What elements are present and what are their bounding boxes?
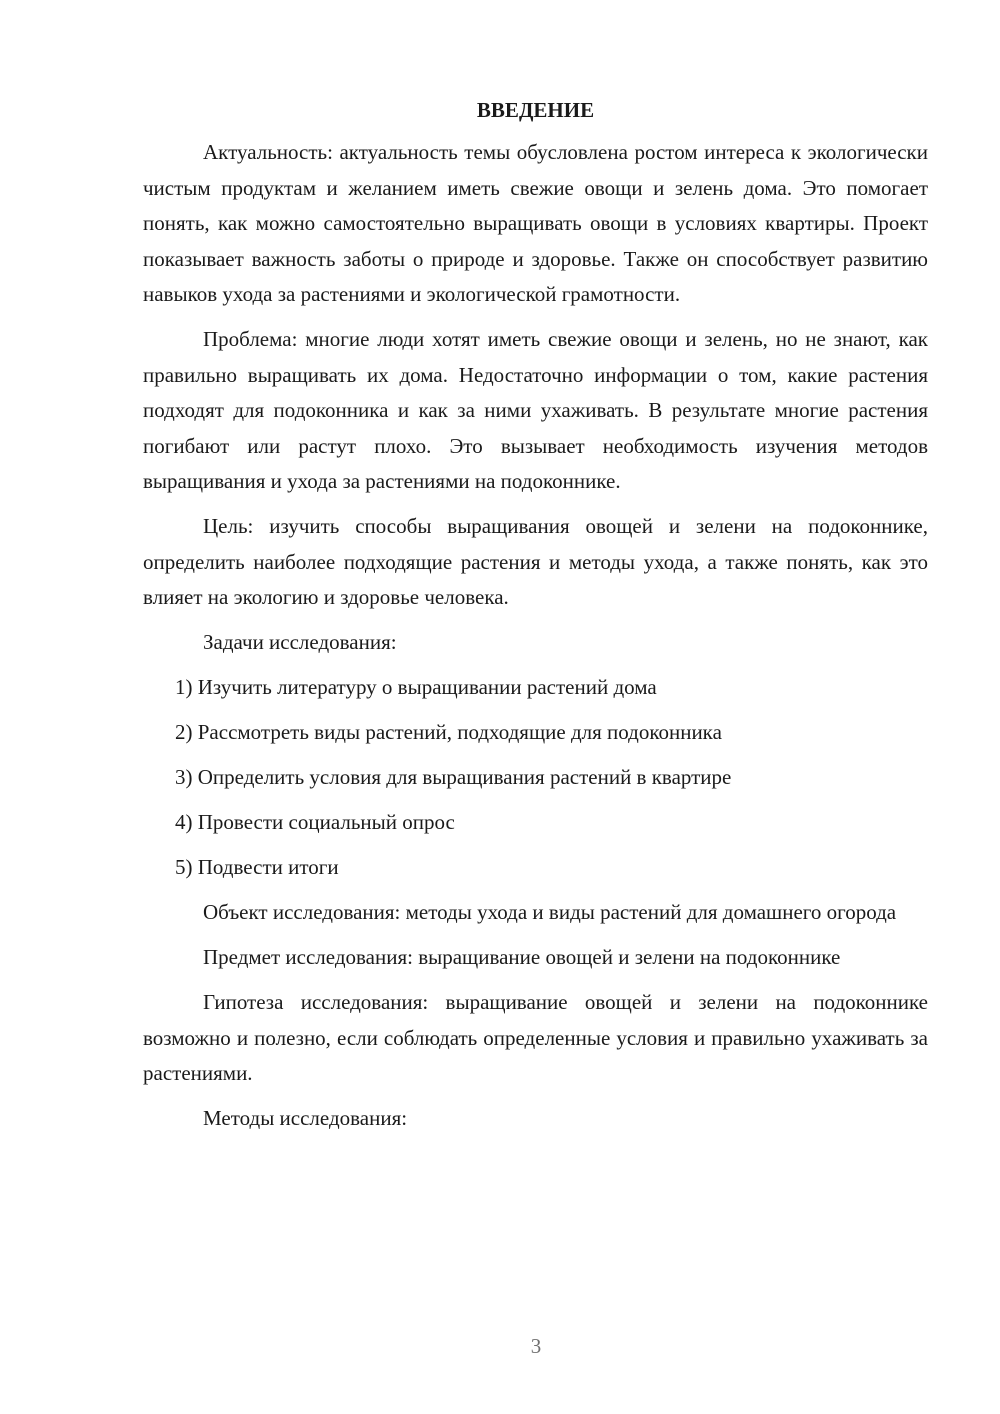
page-title: ВВЕДЕНИЕ <box>476 98 595 122</box>
tasks-heading: Задачи исследования: <box>203 630 397 654</box>
paragraph-problem: Проблема: многие люди хотят иметь свежие овощи и зелень, но не знают, как правильно выращивать их дома. Недостаточно информации о том, какие растения подходят для подоконника и как за ними ухаживать. В результате многие растения погибают или растут плохо. Это вызывает необходимость изучения методов выращивания и ухода за растениями на подоконнике. <box>143 327 928 493</box>
paragraph-hypothesis: Гипотеза исследования: выращивание овощей и зелени на подоконнике возможно и полезно, если соблюдать определенные условия и правильно ухаживать за растениями. <box>143 990 928 1085</box>
paragraph-object: Объект исследования: методы ухода и виды растений для домашнего огорода <box>203 900 897 924</box>
page-number: 3 <box>530 1334 542 1358</box>
list-item: 2) Рассмотреть виды растений, подходящие для подоконника <box>175 720 722 744</box>
page-content <box>143 94 928 1146</box>
list-item: 5) Подвести итоги <box>175 855 339 879</box>
paragraph-subject: Предмет исследования: выращивание овощей и зелени на подоконнике <box>203 945 841 969</box>
list-item: 4) Провести социальный опрос <box>175 810 455 834</box>
methods-heading: Методы исследования: <box>203 1106 408 1130</box>
list-item: 3) Определить условия для выращивания растений в квартире <box>175 765 732 789</box>
paragraph-goal: Цель: изучить способы выращивания овощей и зелени на подоконнике, определить наиболее подходящие растения и методы ухода, а также понять, как это влияет на экологию и здоровье человека. <box>143 514 928 609</box>
paragraph-relevance: Актуальность: актуальность темы обусловлена ростом интереса к экологически чистым продуктам и желанием иметь свежие овощи и зелень дома. Это помогает понять, как можно самостоятельно выращивать овощи в условиях квартиры. Проект показывает важность заботы о природе и здоровье. Также он способствует развитию навыков ухода за растениями и экологической грамотности. <box>143 140 928 306</box>
list-item: 1) Изучить литературу о выращивании растений дома <box>175 675 657 699</box>
